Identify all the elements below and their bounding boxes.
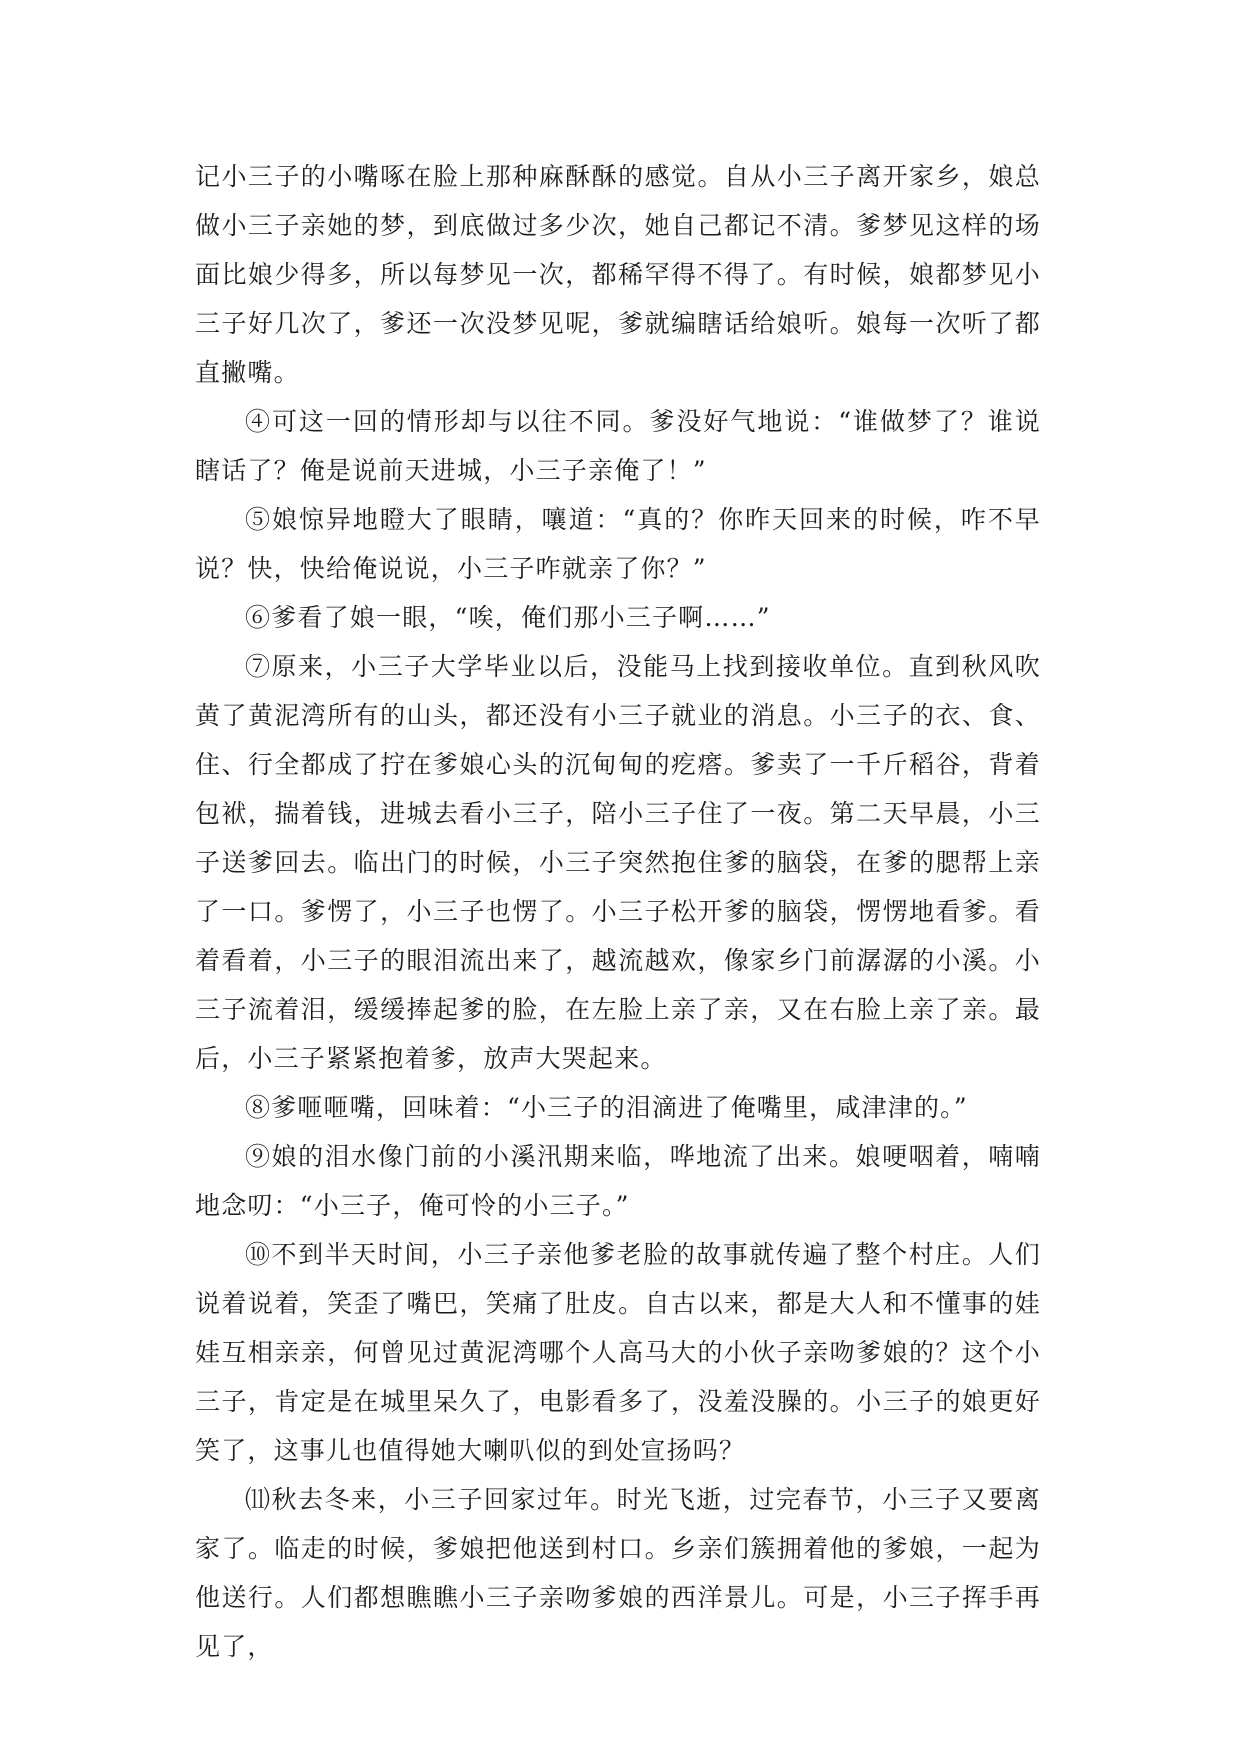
paragraph-8: ⑧爹咂咂嘴，回味着：“小三子的泪滴进了俺嘴里，咸津津的。”	[245, 1093, 968, 1122]
paragraph-continuation: 记小三子的小嘴啄在脸上那种麻酥酥的感觉。自从小三子离开家乡，娘总做小三子亲她的梦，到底做过多少次，她自己都记不清。爹梦见这样的场面比娘少得多，所以每梦见一次，都稀罕得不得了。有时候，娘都梦见小三子好几次了，爹还一次没梦见呢，爹就编瞎话给娘听。娘每一次听了都直撇嘴。	[195, 162, 1041, 387]
paragraph-5: ⑤娘惊异地瞪大了眼睛，嚷道：“真的？你昨天回来的时候，咋不早说？快，快给俺说说，小三子咋就亲了你？”	[195, 505, 1041, 583]
paragraph-6: ⑥爹看了娘一眼，“唉，俺们那小三子啊……”	[245, 603, 771, 632]
paragraph-4: ④可这一回的情形却与以往不同。爹没好气地说：“谁做梦了？谁说瞎话了？俺是说前天进城，小三子亲俺了！”	[195, 407, 1041, 485]
paragraph-9: ⑨娘的泪水像门前的小溪汛期来临，哗地流了出来。娘哽咽着，喃喃地念叨：“小三子，俺可怜的小三子。”	[195, 1142, 1041, 1220]
story-text	[195, 152, 1041, 1671]
paragraph-7: ⑦原来，小三子大学毕业以后，没能马上找到接收单位。直到秋风吹黄了黄泥湾所有的山头，都还没有小三子就业的消息。小三子的衣、食、住、行全都成了拧在爹娘心头的沉甸甸的疙瘩。爹卖了一千斤稻谷，背着包袱，揣着钱，进城去看小三子，陪小三子住了一夜。第二天早晨，小三子送爹回去。临出门的时候，小三子突然抱住爹的脑袋，在爹的腮帮上亲了一口。爹愣了，小三子也愣了。小三子松开爹的脑袋，愣愣地看爹。看着看着，小三子的眼泪流出来了，越流越欢，像家乡门前潺潺的小溪。小三子流着泪，缓缓捧起爹的脸，在左脸上亲了亲，又在右脸上亲了亲。最后，小三子紧紧抱着爹，放声大哭起来。	[195, 652, 1041, 1073]
paragraph-10: ⑩不到半天时间，小三子亲他爹老脸的故事就传遍了整个村庄。人们说着说着，笑歪了嘴巴，笑痛了肚皮。自古以来，都是大人和不懂事的娃娃互相亲亲，何曾见过黄泥湾哪个人高马大的小伙子亲吻爹娘的？这个小三子，肯定是在城里呆久了，电影看多了，没羞没臊的。小三子的娘更好笑了，这事儿也值得她大喇叭似的到处宣扬吗？	[195, 1240, 1041, 1465]
paragraph-11: ⑾秋去冬来，小三子回家过年。时光飞逝，过完春节，小三子又要离家了。临走的时候，爹娘把他送到村口。乡亲们簇拥着他的爹娘，一起为他送行。人们都想瞧瞧小三子亲吻爹娘的西洋景儿。可是，小三子挥手再见了，	[195, 1485, 1041, 1661]
